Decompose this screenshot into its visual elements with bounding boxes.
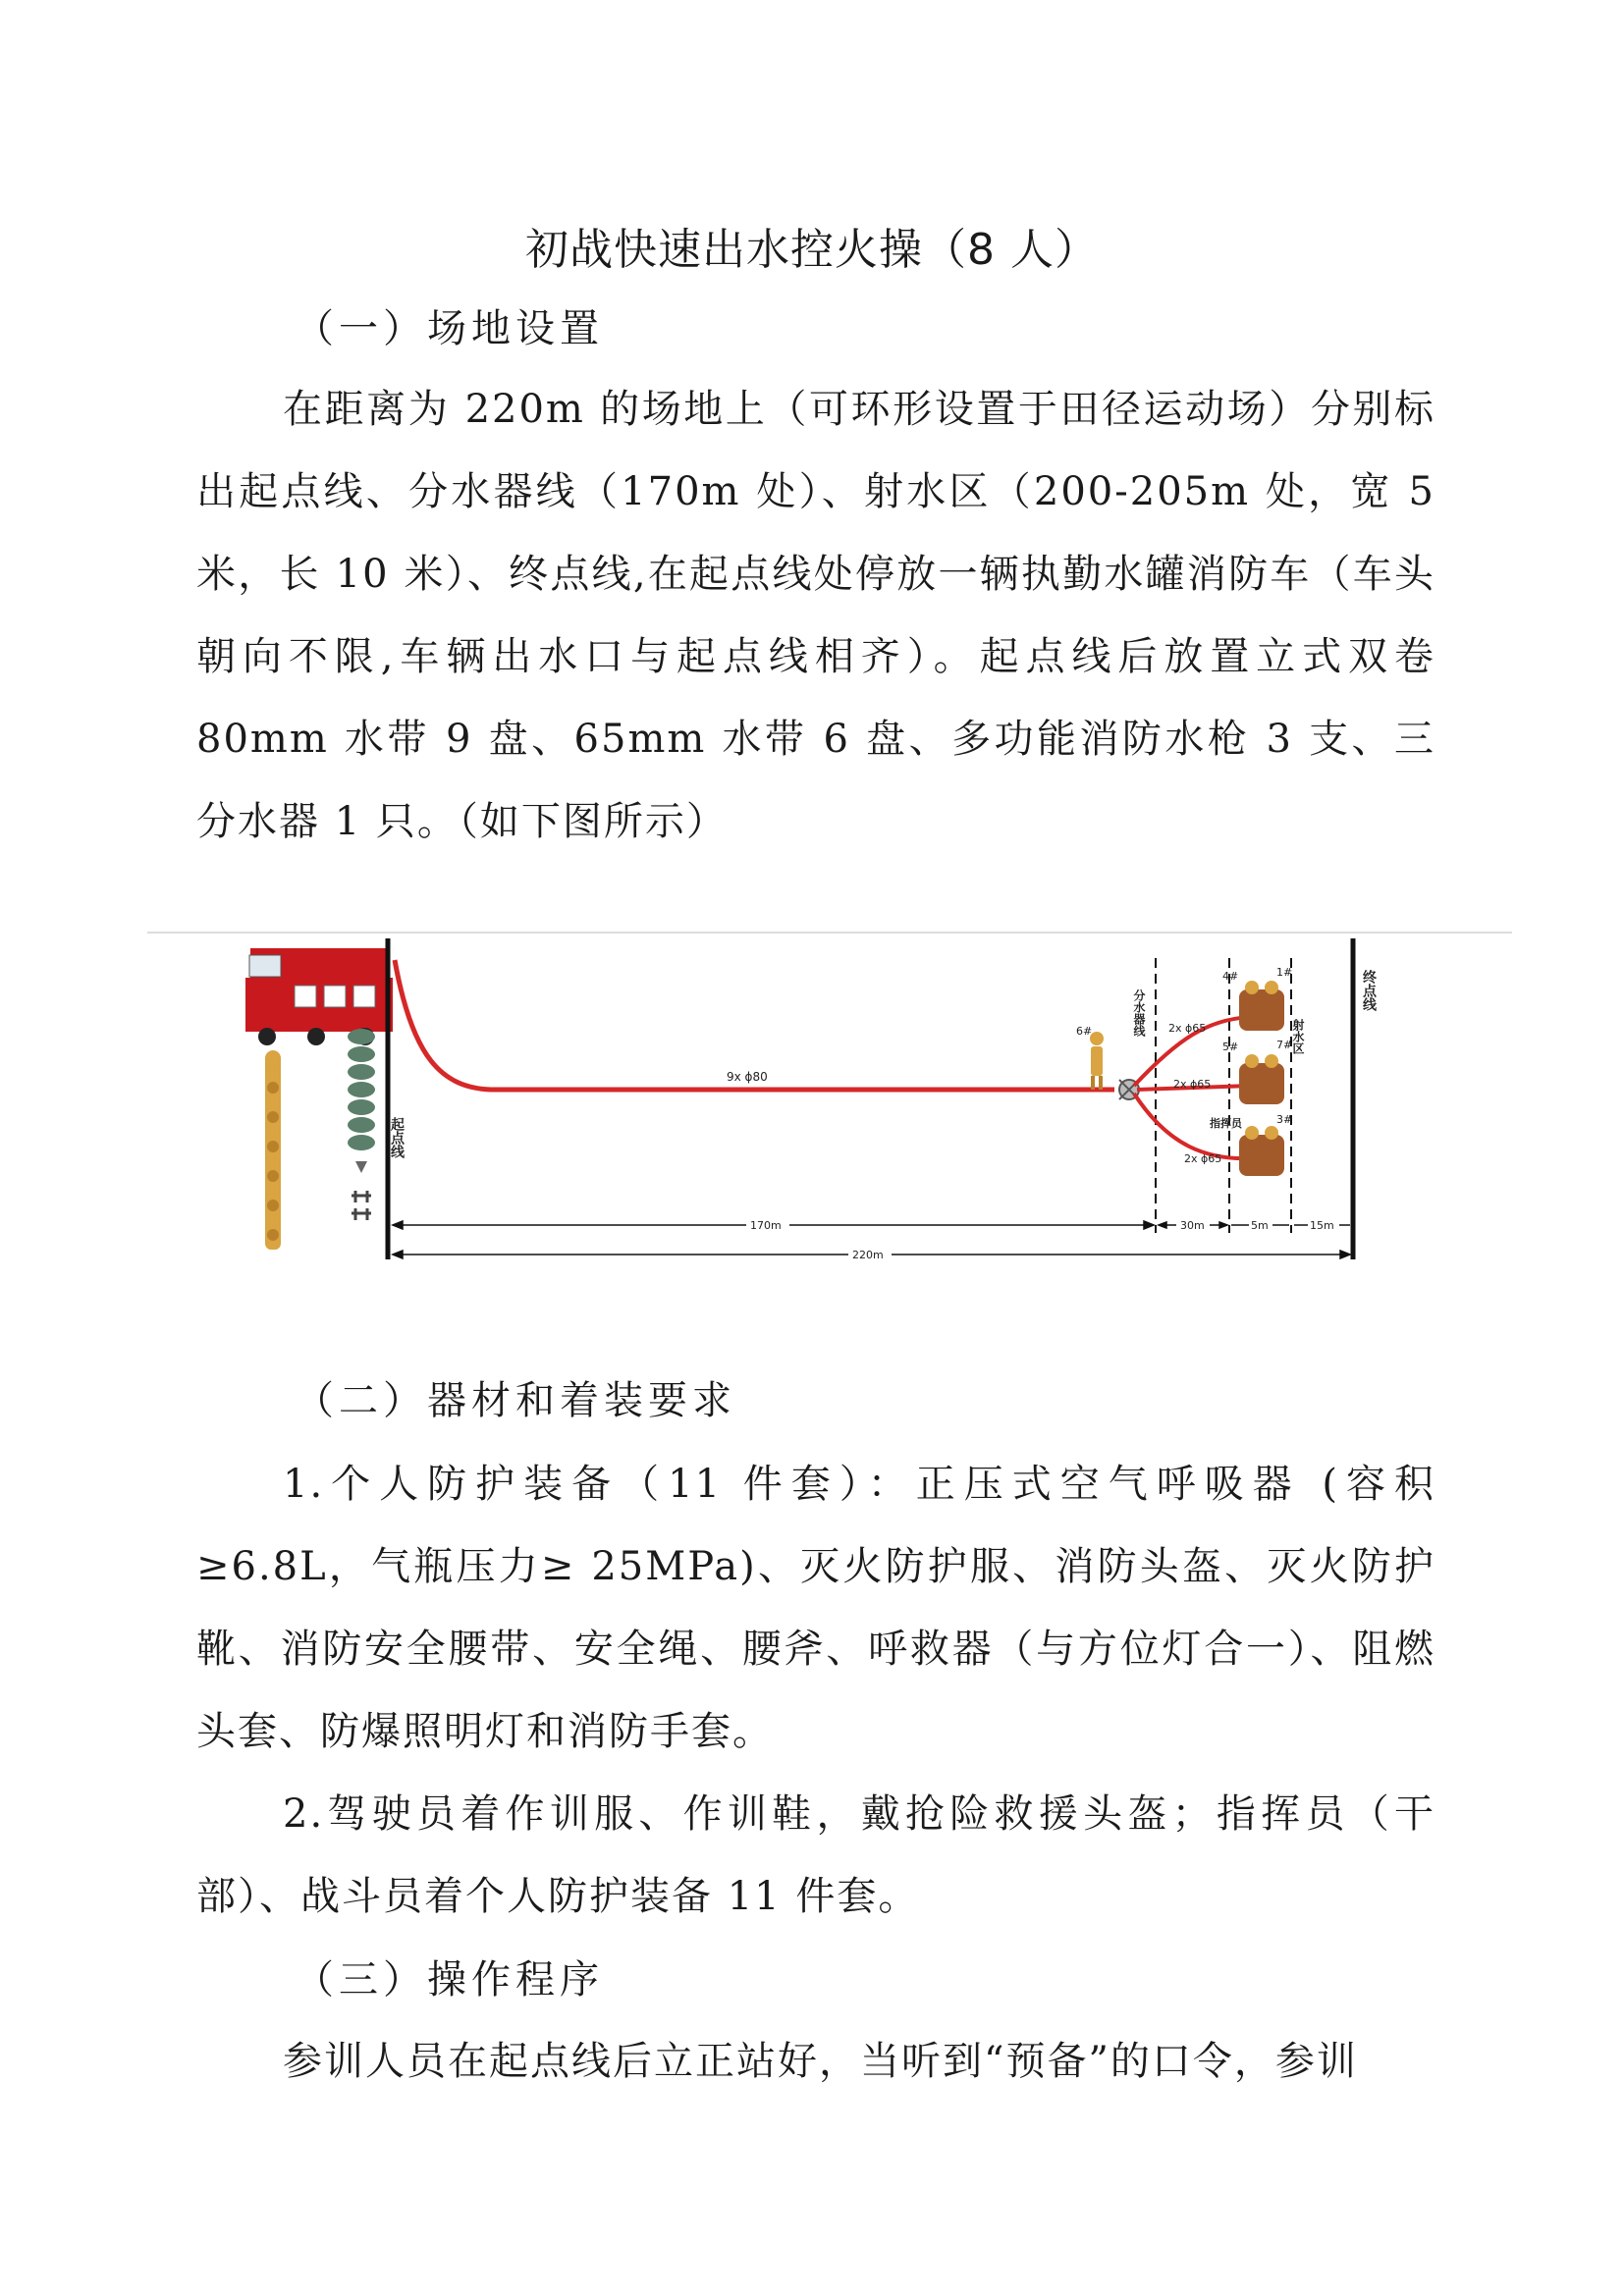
hose-rolls-icon	[348, 1029, 375, 1150]
equipment-nozzles-icon	[352, 1161, 371, 1220]
section-heading-equipment: （二）器材和着装要求	[295, 1378, 736, 1423]
paragraph-dress-requirements: 2.驾驶员着作训服、作训鞋，戴抢险救援头盔；指挥员（干部）、战斗员着个人防护装备 11 件套。	[196, 1791, 1435, 1919]
nozzle-team-1-icon	[1239, 981, 1284, 1031]
dimension-15m-label: 15m	[1310, 1219, 1334, 1232]
paragraph-protective-equipment: 1.个人防护装备（11 件套）：正压式空气呼吸器 (容积≥6.8L，气瓶压力≥ 25MPa)、灭火防护服、消防头盔、灭火防护靴、消防安全腰带、安全绳、腰斧、呼救器（与方位灯合一）、阻燃头套、防爆照明灯和消防手套。	[196, 1462, 1435, 1754]
firefighter-4-label: 4#	[1222, 970, 1239, 983]
start-line-label: 起点线	[389, 1117, 405, 1158]
branch-hose-1-label: 2x ϕ65	[1168, 1022, 1207, 1035]
branch-hose-2-label: 2x ϕ65	[1173, 1078, 1212, 1091]
end-line-label: 终点线	[1361, 970, 1377, 1011]
spray-zone-label: 射水区	[1291, 1019, 1305, 1054]
firefighter-6-icon	[1090, 1032, 1104, 1090]
site-layout-diagram	[147, 921, 1512, 1289]
firefighter-5-label: 5#	[1222, 1041, 1239, 1053]
firefighter-column-icon	[265, 1050, 281, 1250]
section-heading-site-setup: （一）场地设置	[295, 306, 604, 351]
dimension-5m-label: 5m	[1251, 1219, 1269, 1232]
paragraph-procedure: 参训人员在起点线后立正站好，当听到“预备”的口令，参训	[283, 2039, 1358, 2084]
firefighter-1-label: 1#	[1276, 966, 1293, 979]
main-hose-label: 9x ϕ80	[727, 1070, 768, 1084]
nozzle-team-3-icon	[1239, 1126, 1284, 1176]
firefighter-7-label: 7#	[1276, 1039, 1293, 1051]
dimension-30m-label: 30m	[1180, 1219, 1205, 1232]
dimension-170m-label: 170m	[750, 1219, 782, 1232]
nozzle-team-2-icon	[1239, 1054, 1284, 1104]
dimension-220m-label: 220m	[852, 1249, 884, 1261]
branch-hose-3-label: 2x ϕ65	[1184, 1152, 1222, 1165]
firefighter-6-label: 6#	[1076, 1025, 1093, 1038]
firefighter-3-label: 3#	[1276, 1113, 1293, 1126]
section-heading-procedure: （三）操作程序	[295, 1957, 604, 2002]
page-title: 初战快速出水控火操（8 人）	[525, 225, 1099, 275]
splitter-line-label: 分水器线	[1132, 989, 1146, 1037]
paragraph-site-setup: 在距离为 220m 的场地上（可环形设置于田径运动场）分别标出起点线、分水器线（170m 处）、射水区（200-205m 处，宽 5 米，长 10 米）、终点线,在起点线处停放一辆执勤水罐消防车（车头朝向不限,车辆出水口与起点线相齐）。起点线后放置立式双卷 80mm 水带 9 盘、65mm 水带 6 盘、多功能消防水枪 3 支、三分水器 1 只。（如下图所示）	[196, 387, 1435, 844]
commander-label: 指挥员	[1210, 1117, 1242, 1130]
